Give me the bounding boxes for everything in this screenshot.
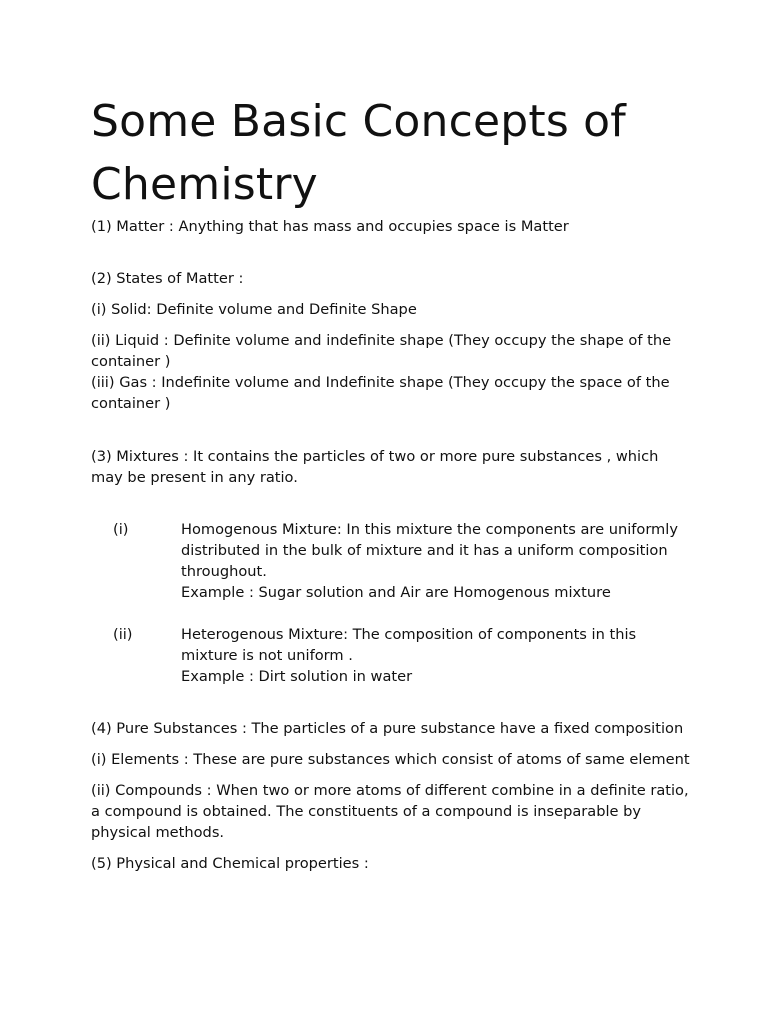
page-title: Some Basic Concepts of Chemistry	[91, 96, 626, 210]
liquid-paragraph: (ii) Liquid : Definite volume and indefinite shape (They occupy the shape of the container )	[91, 332, 672, 370]
document-page	[91, 90, 691, 874]
list-item	[91, 624, 691, 687]
homogenous-mixture-example: Example : Sugar solution and Air are Homogenous mixture	[181, 584, 611, 601]
homogenous-mixture-text: Homogenous Mixture: In this mixture the components are uniformly distributed in the bulk of mixture and it has a uniform composition throughout.	[181, 521, 678, 580]
gas-paragraph: (iii) Gas : Indefinite volume and Indefinite shape (They occupy the space of the container )	[91, 374, 670, 412]
list-body	[181, 624, 691, 687]
elements-paragraph: (i) Elements : These are pure substances which consist of atoms of same element	[91, 751, 690, 768]
heterogenous-mixture-example: Example : Dirt solution in water	[181, 668, 413, 685]
list-number: (i)	[113, 521, 129, 538]
heterogenous-mixture-text: Heterogenous Mixture: The composition of components in this mixture is not uniform .	[181, 626, 637, 664]
states-heading: (2) States of Matter :	[91, 270, 244, 287]
pure-substances-paragraph: (4) Pure Substances : The particles of a pure substance have a fixed composition	[91, 720, 684, 737]
list-body	[181, 519, 691, 603]
solid-paragraph: (i) Solid: Definite volume and Definite Shape	[91, 301, 417, 318]
mixtures-paragraph: (3) Mixtures : It contains the particles of two or more pure substances , which may be present in any ratio.	[91, 448, 659, 486]
list-number: (ii)	[113, 626, 133, 643]
list-item	[91, 519, 691, 603]
properties-heading: (5) Physical and Chemical properties :	[91, 855, 369, 872]
compounds-paragraph: (ii) Compounds : When two or more atoms of different combine in a definite ratio, a compound is obtained. The constituents of a compound is inseparable by physical methods.	[91, 782, 689, 841]
matter-paragraph: (1) Matter : Anything that has mass and occupies space is Matter	[91, 218, 569, 235]
